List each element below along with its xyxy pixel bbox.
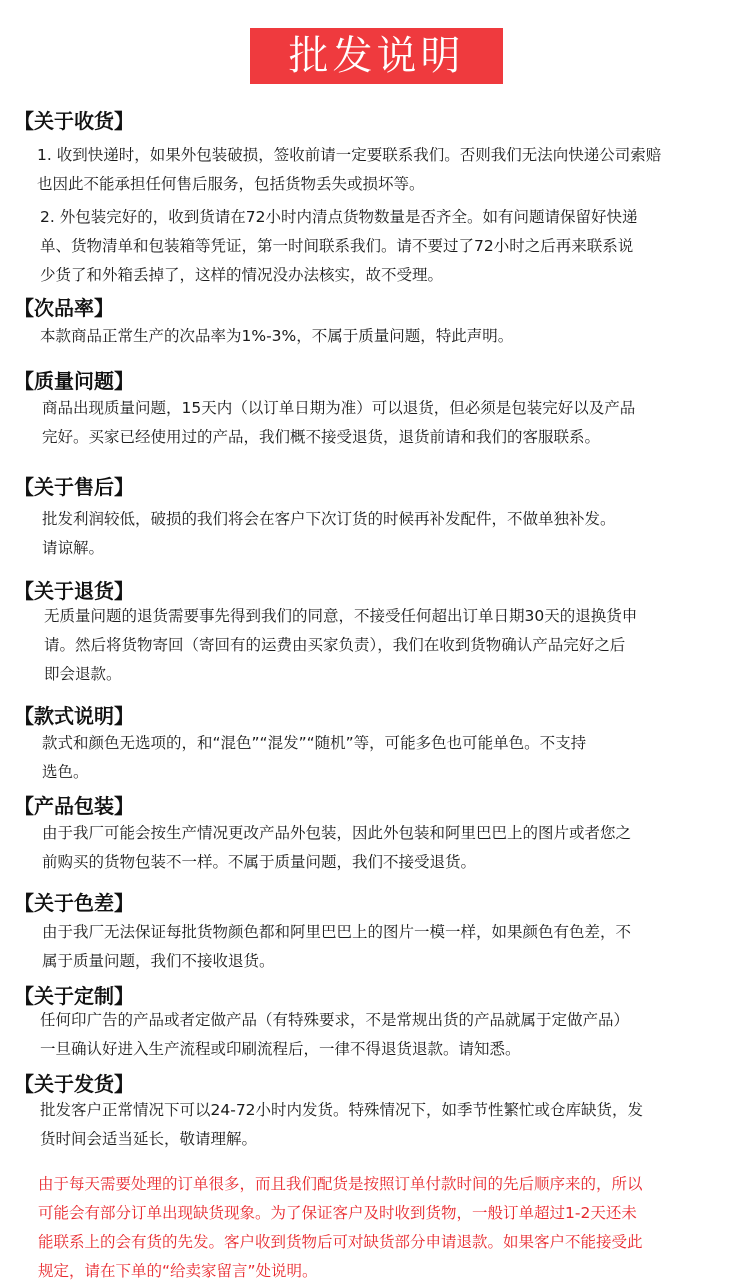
section-heading-packaging: 【产品包装】 xyxy=(14,794,134,818)
color-difference-paragraph: 由于我厂无法保证每批货物颜色都和阿里巴巴上的图片一模一样，如果颜色有色差，不 属于质量问题，我们不接收退货。 xyxy=(42,923,632,970)
section-heading-customization: 【关于定制】 xyxy=(14,984,134,1008)
receiving-paragraph-1: 1. 收到快递时，如果外包装破损，签收前请一定要联系我们。否则我们无法向快递公司索赔 也因此不能承担任何售后服务，包括货物丢失或损坏等。 xyxy=(37,146,662,193)
receiving-paragraph-2: 2. 外包装完好的，收到货请在72小时内清点货物数量是否齐全。如有问题请保留好快递 单、货物清单和包装箱等凭证，第一时间联系我们。请不要过了72小时之后再来联系说 少货了和外箱丢掉了，这样的情况没办法核实，故不受理。 xyxy=(40,208,638,284)
quality-paragraph: 商品出现质量问题，15天内（以订单日期为准）可以退货，但必须是包装完好以及产品 完好。买家已经使用过的产品，我们概不接受退货，退货前请和我们的客服联系。 xyxy=(42,399,636,446)
section-heading-styles: 【款式说明】 xyxy=(14,704,134,728)
section-heading-receiving: 【关于收货】 xyxy=(14,109,134,133)
customization-paragraph: 任何印广告的产品或者定做产品（有特殊要求，不是常规出货的产品就属于定做产品） 一旦确认好进入生产流程或印刷流程后，一律不得退货退款。请知悉。 xyxy=(40,1011,630,1058)
styles-paragraph: 款式和颜色无选项的，和“混色”“混发”“随机”等，可能多色也可能单色。不支持 选色。 xyxy=(42,734,587,781)
stock-shortage-notice: 由于每天需要处理的订单很多，而且我们配货是按照订单付款时间的先后顺序来的，所以 可能会有部分订单出现缺货现象。为了保证客户及时收到货物，一般订单超过1-2天还未 能联系上的会有货的先发。客户收到货物后可对缺货部分申请退款。如果客户不能接受此 规定，请在下单的“给卖家留言”处说明。 xyxy=(38,1175,643,1280)
section-heading-after-sales: 【关于售后】 xyxy=(14,475,134,499)
section-heading-color-difference: 【关于色差】 xyxy=(14,891,134,915)
defect-rate-paragraph: 本款商品正常生产的次品率为1%-3%，不属于质量问题，特此声明。 xyxy=(40,327,514,345)
section-heading-quality: 【质量问题】 xyxy=(14,369,134,393)
shipping-paragraph: 批发客户正常情况下可以24-72小时内发货。特殊情况下，如季节性繁忙或仓库缺货，发 货时间会适当延长，敬请理解。 xyxy=(40,1101,644,1148)
returns-paragraph: 无质量问题的退货需要事先得到我们的同意，不接受任何超出订单日期30天的退换货申 请。然后将货物寄回（寄回有的运费由买家负责），我们在收到货物确认产品完好之后 即会退款。 xyxy=(44,607,638,683)
section-heading-shipping: 【关于发货】 xyxy=(14,1072,134,1096)
page-title: 批发说明 xyxy=(250,28,503,84)
section-heading-defect-rate: 【次品率】 xyxy=(14,296,114,320)
packaging-paragraph: 由于我厂可能会按生产情况更改产品外包装，因此外包装和阿里巴巴上的图片或者您之 前购买的货物包装不一样。不属于质量问题，我们不接受退货。 xyxy=(42,824,632,871)
section-heading-returns: 【关于退货】 xyxy=(14,579,134,603)
after-sales-paragraph: 批发利润较低，破损的我们将会在客户下次订货的时候再补发配件，不做单独补发。 请谅解。 xyxy=(42,510,616,557)
